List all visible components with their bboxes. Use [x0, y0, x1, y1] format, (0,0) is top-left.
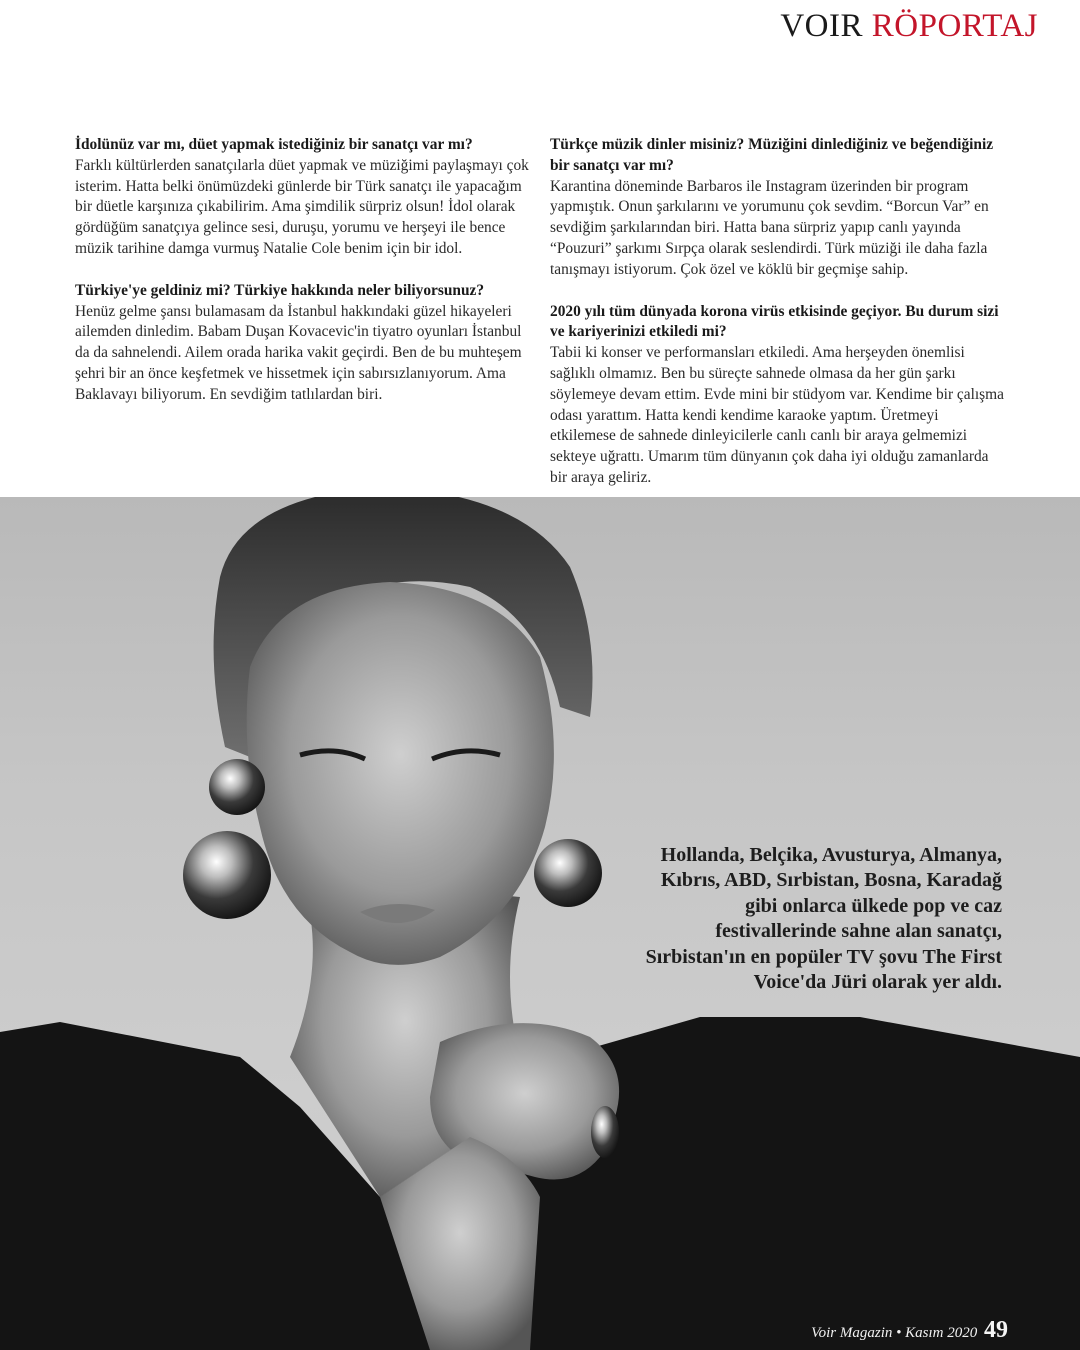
page-footer: [811, 1317, 1008, 1344]
earring-top-left: [209, 759, 265, 815]
right-column: [550, 135, 1006, 510]
masthead-section: RÖPORTAJ: [871, 8, 1038, 44]
interview-question: 2020 yılı tüm dünyada korona virüs etkisinde geçiyor. Bu durum sizi ve kariyerinizi etkiledi mi?: [550, 302, 999, 341]
qa-block: [550, 302, 1006, 489]
masthead: [780, 8, 1038, 45]
qa-block: [550, 135, 1006, 281]
left-column: [75, 135, 531, 427]
interview-answer: Henüz gelme şansı bulamasam da İstanbul hakkındaki güzel hikayeleri ailemden dinledim. Babam Duşan Kovacevic'in tiyatro oyunları İstanbul da da sahnelendi. Ailem orada harika vakit geçirdi. Ben de bu muhteşem şehri bir an önce keşfetmek ve hissetmek için sabırsızlanıyorum. Ama Baklavayı biliyorum. En sevdiğim tatlılardan biri.: [75, 302, 522, 403]
earring-ball-right: [534, 839, 602, 907]
ring-shape: [591, 1106, 619, 1158]
pull-quote-caption: Hollanda, Belçika, Avusturya, Almanya, Kıbrıs, ABD, Sırbistan, Bosna, Karadağ gibi onlarca ülkede pop ve caz festivallerinde sahne alan sanatçı, Sırbistan'ın en popüler TV şovu The First Voice'da Jüri olarak yer aldı.: [645, 844, 1002, 994]
interview-answer: Karantina döneminde Barbaros ile Instagram üzerinden bir program yapmıştık. Onun şarkılarını ve yorumunu çok sevdim. “Borcun Var” en sevdiğim şarkılarından biri. Hatta bana sürpriz yapıp canlı yayında “Pouzuri” şarkımı Sırpça olarak seslendirdi. Türk müziği ile daha fazla tanışmayı istiyorum. Çok özel ve köklü bir geçmişe sahip.: [550, 177, 989, 278]
interview-answer: Tabii ki konser ve performansları etkiledi. Ama herşeyden önemlisi sağlıklı olmamız. Ben bu süreçte sahnede olmasa da her gün şarkı söylemeye devam ettim. Evde mini bir stüdyom var. Kendime bir çalışma odası yarattım. Hatta kendi kendime karaoke yaptım. Üretmeyi etkilemese de sahnede dinleyicilerle canlı canlı bir araya gelmemizi sekteye uğrattı. Umarım tüm dünyanın çok daha iyi olduğu zamanlarda bir araya geliriz.: [550, 344, 1004, 486]
interview-question: İdolünüz var mı, düet yapmak istediğiniz bir sanatçı var mı?: [75, 136, 473, 153]
interview-answer: Farklı kültürlerden sanatçılarla düet yapmak ve müziğimi paylaşmayı çok isterim. Hatta belki önümüzdeki günlerde bir Türk sanatçı ile yapacağım bir düetle karşınıza çıkabilirim. Ama şimdilik sürpriz olsun! İdol olarak gördüğüm sanatçıya gelince sesi, duruşu, yorumu ve herşeyi ile bence müzik tarihine damga vurmuş Natalie Cole benim için bir idol.: [75, 156, 529, 257]
qa-block: [75, 281, 531, 406]
page-number: 49: [984, 1317, 1008, 1343]
interview-question: Türkiye'ye geldiniz mi? Türkiye hakkında neler biliyorsunuz?: [75, 281, 485, 299]
interview-question: Türkçe müzik dinler misiniz? Müziğini dinlediğiniz ve beğendiğiniz bir sanatçı var mı?: [550, 136, 994, 174]
qa-block: [75, 135, 531, 260]
earring-ball-left: [183, 831, 271, 919]
masthead-brand: VOIR: [780, 8, 863, 44]
footer-publication: Voir Magazin • Kasım 2020: [811, 1325, 978, 1341]
